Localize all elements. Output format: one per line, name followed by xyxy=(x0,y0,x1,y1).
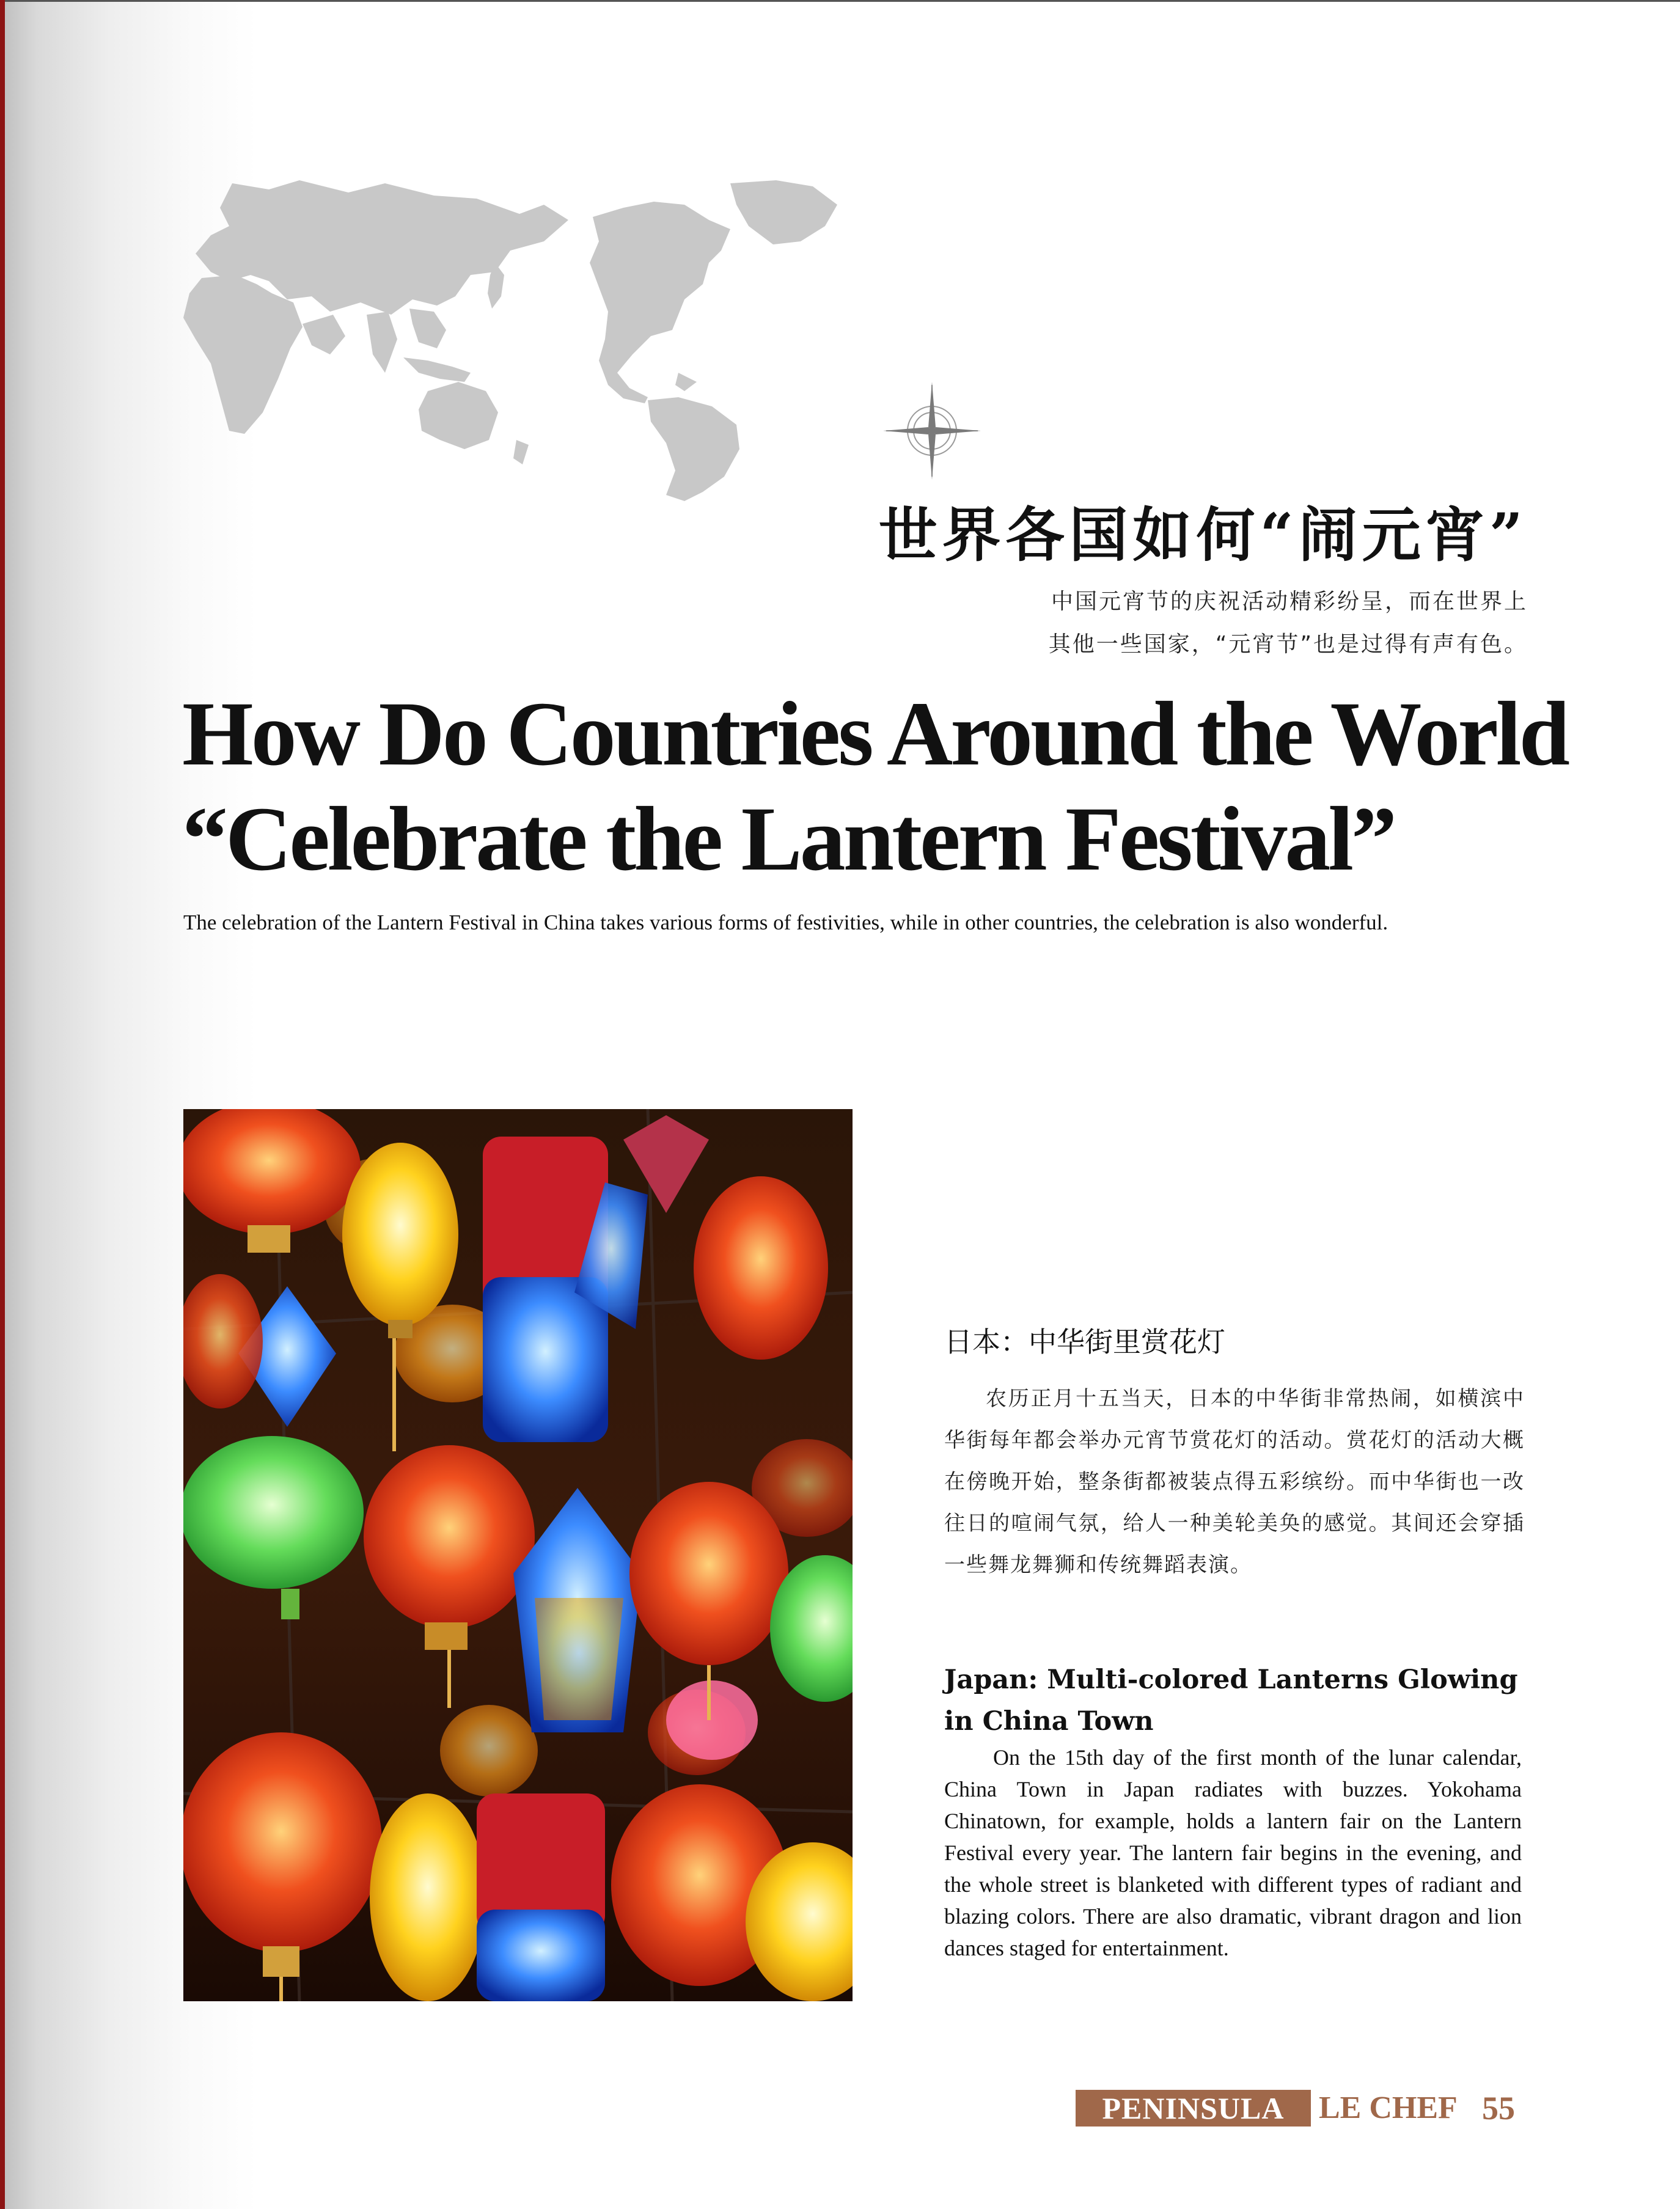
magazine-name: LE CHEF xyxy=(1319,2090,1458,2125)
top-border xyxy=(0,0,1680,2)
subtitle-cn xyxy=(917,581,1528,666)
subtitle-cn-line: 其他一些国家，“元宵节”也是过得有声有色。 xyxy=(1048,632,1528,657)
page-number: 55 xyxy=(1482,2090,1515,2127)
body-en-paragraph: On the 15th day of the first month of the lunar calendar, China Town in Japan radiates with buzzes. Yokohama Chinatown, for example, holds a lantern fair on the Lantern Festival every year. The lantern fair begins in the evening, and the whole street is blanketed with different types of radiant and blazing colors. There are also dramatic, vibrant dragon and lion dances staged for entertainment. xyxy=(944,1745,1522,1960)
page-title-cn: 世界各国如何“闹元宵” xyxy=(878,500,1528,570)
body-cn-paragraph: 农历正月十五当天，日本的中华街非常热闹，如横滨中华街每年都会举办元宵节赏花灯的活动。赏花灯的活动大概在傍晚开始，整条街都被装点得五彩缤纷。而中华街也一改往日的喧闹气氛，给人一种美轮美奂的感觉。其间还会穿插一些舞龙舞狮和传统舞蹈表演。 xyxy=(944,1387,1525,1577)
lantern-photo xyxy=(183,1109,853,2001)
section-heading-cn: 日本：中华街里赏花灯 xyxy=(944,1325,1225,1358)
page-spine xyxy=(0,0,5,2209)
brand-label: PENINSULA xyxy=(1102,2091,1285,2125)
section-heading-en: Japan: Multi-colored Lanterns Glowing in China Town xyxy=(944,1665,1518,1737)
title-en-line: “Celebrate the Lantern Festival” xyxy=(182,788,1395,890)
section-body-cn xyxy=(944,1378,1525,1586)
page-title-en xyxy=(182,681,1568,892)
subtitle-cn-line: 中国元宵节的庆祝活动精彩纷呈，而在世界上 xyxy=(1051,589,1528,614)
lantern-illustration xyxy=(183,1109,853,2001)
page-footer xyxy=(1076,2090,1540,2127)
section-body-en xyxy=(944,1742,1522,1964)
subtitle-en: The celebration of the Lantern Festival in China takes various forms of festivities, while in other countries, the celebration is also wonderful. xyxy=(183,910,1388,934)
world-map-icon xyxy=(177,171,862,501)
compass-icon xyxy=(874,373,990,489)
title-en-line: How Do Countries Around the World xyxy=(182,683,1568,785)
